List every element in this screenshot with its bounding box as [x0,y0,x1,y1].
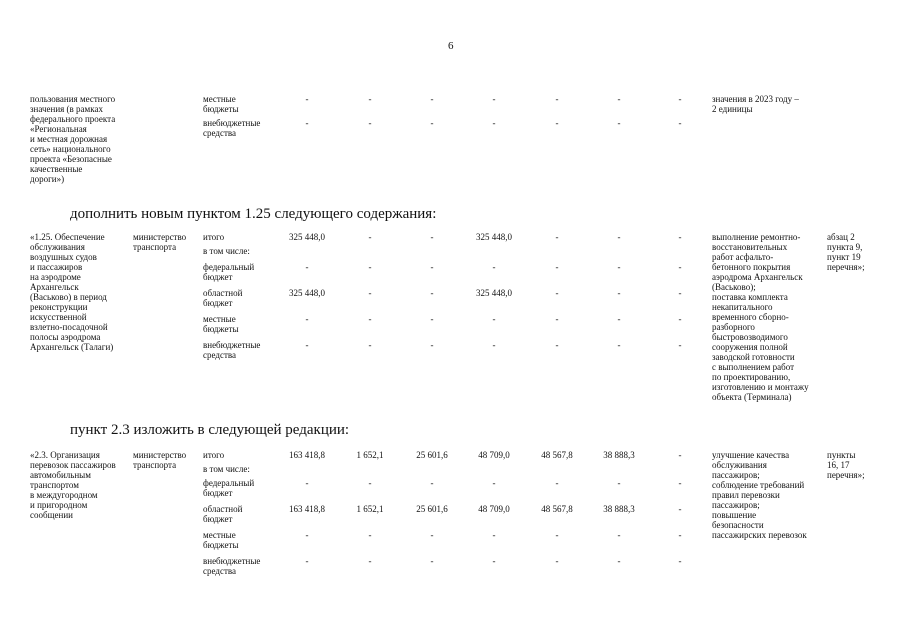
row-value: 325 448,0 [476,288,512,298]
row-value: - [430,232,434,242]
row-value: - [305,530,309,540]
row-value: - [368,232,372,242]
row-value: 48 709,0 [478,504,510,514]
row-label: внебюджетные средства [203,340,261,360]
row-value: - [678,340,682,350]
row-value: 163 418,8 [289,504,325,514]
row-value: - [555,556,559,566]
row-value: - [555,118,559,128]
row-value: - [555,314,559,324]
row-value: - [305,262,309,272]
row-value: - [555,478,559,488]
row-value: 1 652,1 [356,504,384,514]
row-value: 48 567,8 [541,450,573,460]
item-2-3-result: улучшение качества обслуживания пассажиров; соблюдение требований правил перевозки пассажиров; повышение безопасности пассажирских перевозок [712,450,807,540]
row-value: - [492,556,496,566]
row-value: - [678,556,682,566]
row-value: - [368,118,372,128]
heading-add-item-1-25: дополнить новым пунктом 1.25 следующего содержания: [70,206,437,222]
row-value: - [305,556,309,566]
row-label: местные бюджеты [203,94,239,114]
row-label: местные бюджеты [203,530,239,550]
row-value: - [492,530,496,540]
item-2-3-reference: пункты 16, 17 перечня»; [827,450,865,480]
row-value: - [368,288,372,298]
row-value: - [678,232,682,242]
row-label: внебюджетные средства [203,118,261,138]
row-value: - [555,262,559,272]
row-value: 38 888,3 [603,450,635,460]
row-value: - [555,530,559,540]
row-value: 325 448,0 [476,232,512,242]
top-activity-name: пользования местного значения (в рамках федерального проекта «Региональная и местная дорожная сеть» национального проекта «Безопасные качественные дороги») [30,94,116,184]
row-value: - [617,314,621,324]
row-value: 325 448,0 [289,232,325,242]
row-label: федеральный бюджет [203,478,255,498]
row-value: - [678,94,682,104]
row-value: - [555,94,559,104]
item-1-25-reference: абзац 2 пункта 9, пункт 19 перечня»; [827,232,865,272]
row-value: - [430,314,434,324]
row-value: - [492,478,496,488]
row-label: федеральный бюджет [203,262,255,282]
row-value: - [305,340,309,350]
row-value: 1 652,1 [356,450,384,460]
row-value: - [678,288,682,298]
row-value: - [617,232,621,242]
item-1-25-name: «1.25. Обеспечение обслуживания воздушных судов и пассажиров на аэродроме Архангельск (Васьково) в период реконструкции искусственной взлетно-посадочной полосы аэродрома Архангельск (Талаги) [30,232,114,352]
row-value: - [305,314,309,324]
row-value: - [430,288,434,298]
heading-item-2-3: пункт 2.3 изложить в следующей редакции: [70,422,350,438]
row-value: - [678,478,682,488]
row-value: - [430,556,434,566]
row-value: - [617,94,621,104]
row-value: - [678,450,682,460]
row-value: - [617,530,621,540]
row-label: областной бюджет [203,288,243,308]
row-value: - [492,340,496,350]
row-label: внебюджетные средства [203,556,261,576]
item-2-3-executor: министерство транспорта [133,450,187,470]
item-1-25-result: выполнение ремонтно- восстановительных работ асфальто- бетонного покрытия аэродрома Архангельск (Васьково); поставка комплекта некапитального временного сборно- разборного быстровозводимого сооружения полной заводской готовности с выполнением работ по проектированию, изготовлению и монтажу объекта (Терминала) [712,232,809,402]
row-value: - [617,262,621,272]
row-value: - [555,288,559,298]
row-value: - [368,478,372,488]
row-value: 48 709,0 [478,450,510,460]
row-value: - [430,478,434,488]
row-value: - [368,340,372,350]
row-value: - [617,478,621,488]
row-value: 325 448,0 [289,288,325,298]
row-value: 38 888,3 [603,504,635,514]
row-value: - [368,314,372,324]
row-value: 25 601,6 [416,504,448,514]
row-value: - [430,262,434,272]
row-value: - [305,118,309,128]
page-number: 6 [448,40,454,52]
item-1-25-executor: министерство транспорта [133,232,187,252]
row-value: - [430,530,434,540]
row-value: - [678,504,682,514]
row-value: - [492,94,496,104]
row-value: - [492,262,496,272]
row-value: - [617,288,621,298]
row-label: областной бюджет [203,504,243,524]
row-label: итого [203,232,225,242]
row-value: - [305,94,309,104]
row-value: - [492,314,496,324]
row-value: 25 601,6 [416,450,448,460]
row-label: в том числе: [203,246,250,256]
row-value: - [430,94,434,104]
row-value: - [305,478,309,488]
top-result: значения в 2023 году – 2 единицы [712,94,799,114]
row-value: - [368,262,372,272]
row-value: - [368,530,372,540]
row-label: в том числе: [203,464,250,474]
row-label: итого [203,450,225,460]
item-2-3-name: «2.3. Организация перевозок пассажиров автомобильным транспортом в междугородном и пригородном сообщении [30,450,116,520]
row-label: местные бюджеты [203,314,239,334]
row-value: 48 567,8 [541,504,573,514]
row-value: - [492,118,496,128]
row-value: - [430,340,434,350]
row-value: - [368,94,372,104]
row-value: - [617,118,621,128]
row-value: - [617,556,621,566]
row-value: - [555,232,559,242]
row-value: - [678,314,682,324]
row-value: - [368,556,372,566]
row-value: - [678,530,682,540]
row-value: 163 418,8 [289,450,325,460]
row-value: - [617,340,621,350]
row-value: - [555,340,559,350]
row-value: - [678,262,682,272]
row-value: - [678,118,682,128]
row-value: - [430,118,434,128]
